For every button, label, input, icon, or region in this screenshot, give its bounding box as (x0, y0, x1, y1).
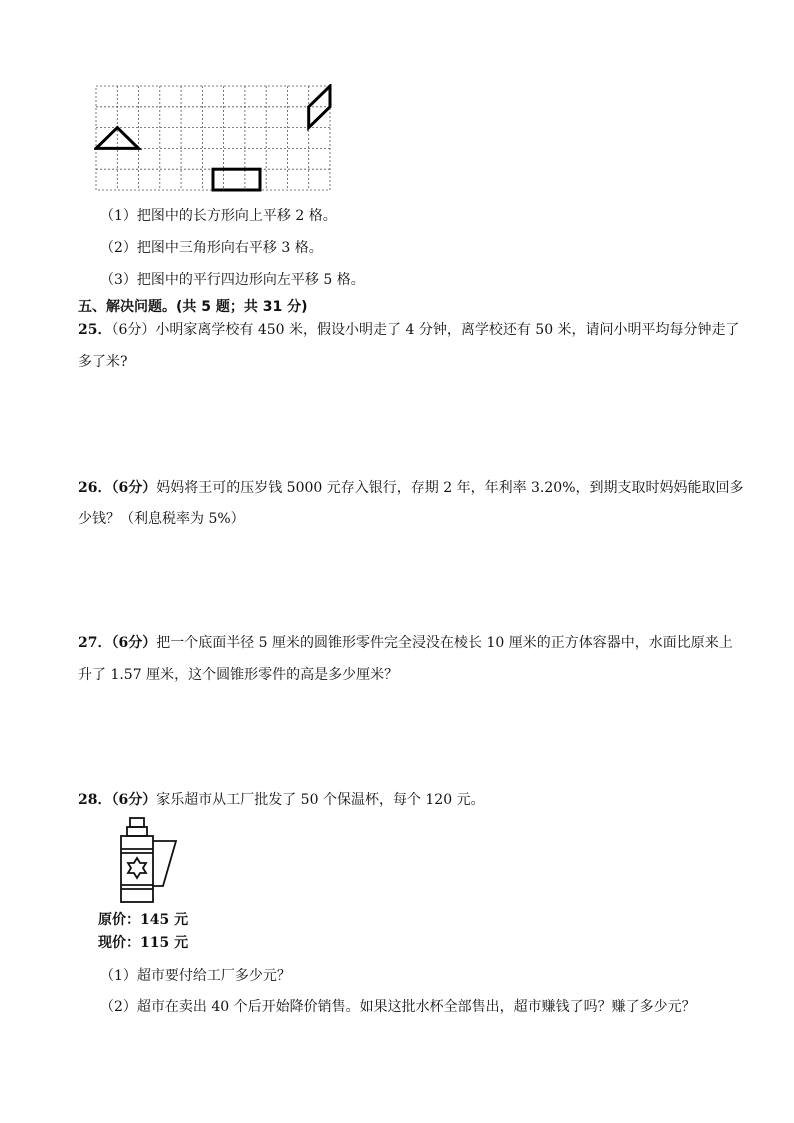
question-number: 25． (78, 322, 112, 338)
thermos-neck (127, 827, 147, 836)
thermos-body (121, 836, 153, 902)
grid-item-1: （1）把图中的长方形向上平移 2 格。 (100, 208, 337, 224)
question-text: 家乐超市从工厂批发了 50 个保温杯，每个 120 元。 (156, 792, 485, 808)
parallelogram-shape (309, 86, 330, 128)
question-text: 妈妈将王可的压岁钱 5000 元存入银行，存期 2 年，年利率 3.20%，到期支取时妈妈能取回多 (156, 480, 744, 496)
question-27-line-2: 升了 1.57 厘米，这个圆锥形零件的高是多少厘米？ (78, 667, 399, 683)
translation-grid-figure (94, 84, 334, 194)
question-25-line-1 (78, 320, 740, 340)
question-score: （6分） (111, 322, 156, 338)
question-score: （6分） (111, 635, 157, 651)
original-price: 原价：145 元 (98, 912, 189, 928)
thermos-handle (153, 841, 176, 886)
q28-subquestion-2: （2）超市在卖出 40 个后开始降价销售。如果这批水杯全部售出，超市赚钱了吗？赚了多少元？ (100, 999, 696, 1015)
star-emblem-icon (128, 858, 146, 878)
question-26-line-2: 少钱？（利息税率为 5%） (78, 511, 245, 527)
question-26-line-1 (78, 478, 744, 498)
section-title: 五、解决问题。(共 5 题；共 31 分) (78, 299, 308, 315)
question-number: 26． (78, 480, 112, 496)
rectangle-shape (213, 169, 260, 190)
question-27-line-1 (78, 633, 733, 653)
question-25-line-2: 多了米? (78, 354, 128, 370)
q28-subquestion-1: （1）超市要付给工厂多少元？ (100, 968, 291, 984)
thermos-lid (130, 818, 144, 827)
question-number: 28． (78, 792, 112, 808)
grid-item-2: （2）把图中三角形向右平移 3 格。 (100, 240, 323, 256)
question-text: 把一个底面半径 5 厘米的圆锥形零件完全浸没在棱长 10 厘米的正方体容器中，水面比原来上 (156, 635, 733, 651)
grid-item-3: （3）把图中的平行四边形向左平移 5 格。 (100, 272, 365, 288)
thermos-cup-illustration (118, 816, 182, 906)
question-28-line-1 (78, 790, 485, 810)
current-price: 现价：115 元 (98, 935, 189, 951)
question-score: （6分） (111, 480, 157, 496)
question-score: （6分） (111, 792, 157, 808)
question-text: 小明家离学校有 450 米，假设小明走了 4 分钟，离学校还有 50 米，请问小明平均每分钟走了 (155, 322, 740, 338)
question-number: 27． (78, 635, 112, 651)
